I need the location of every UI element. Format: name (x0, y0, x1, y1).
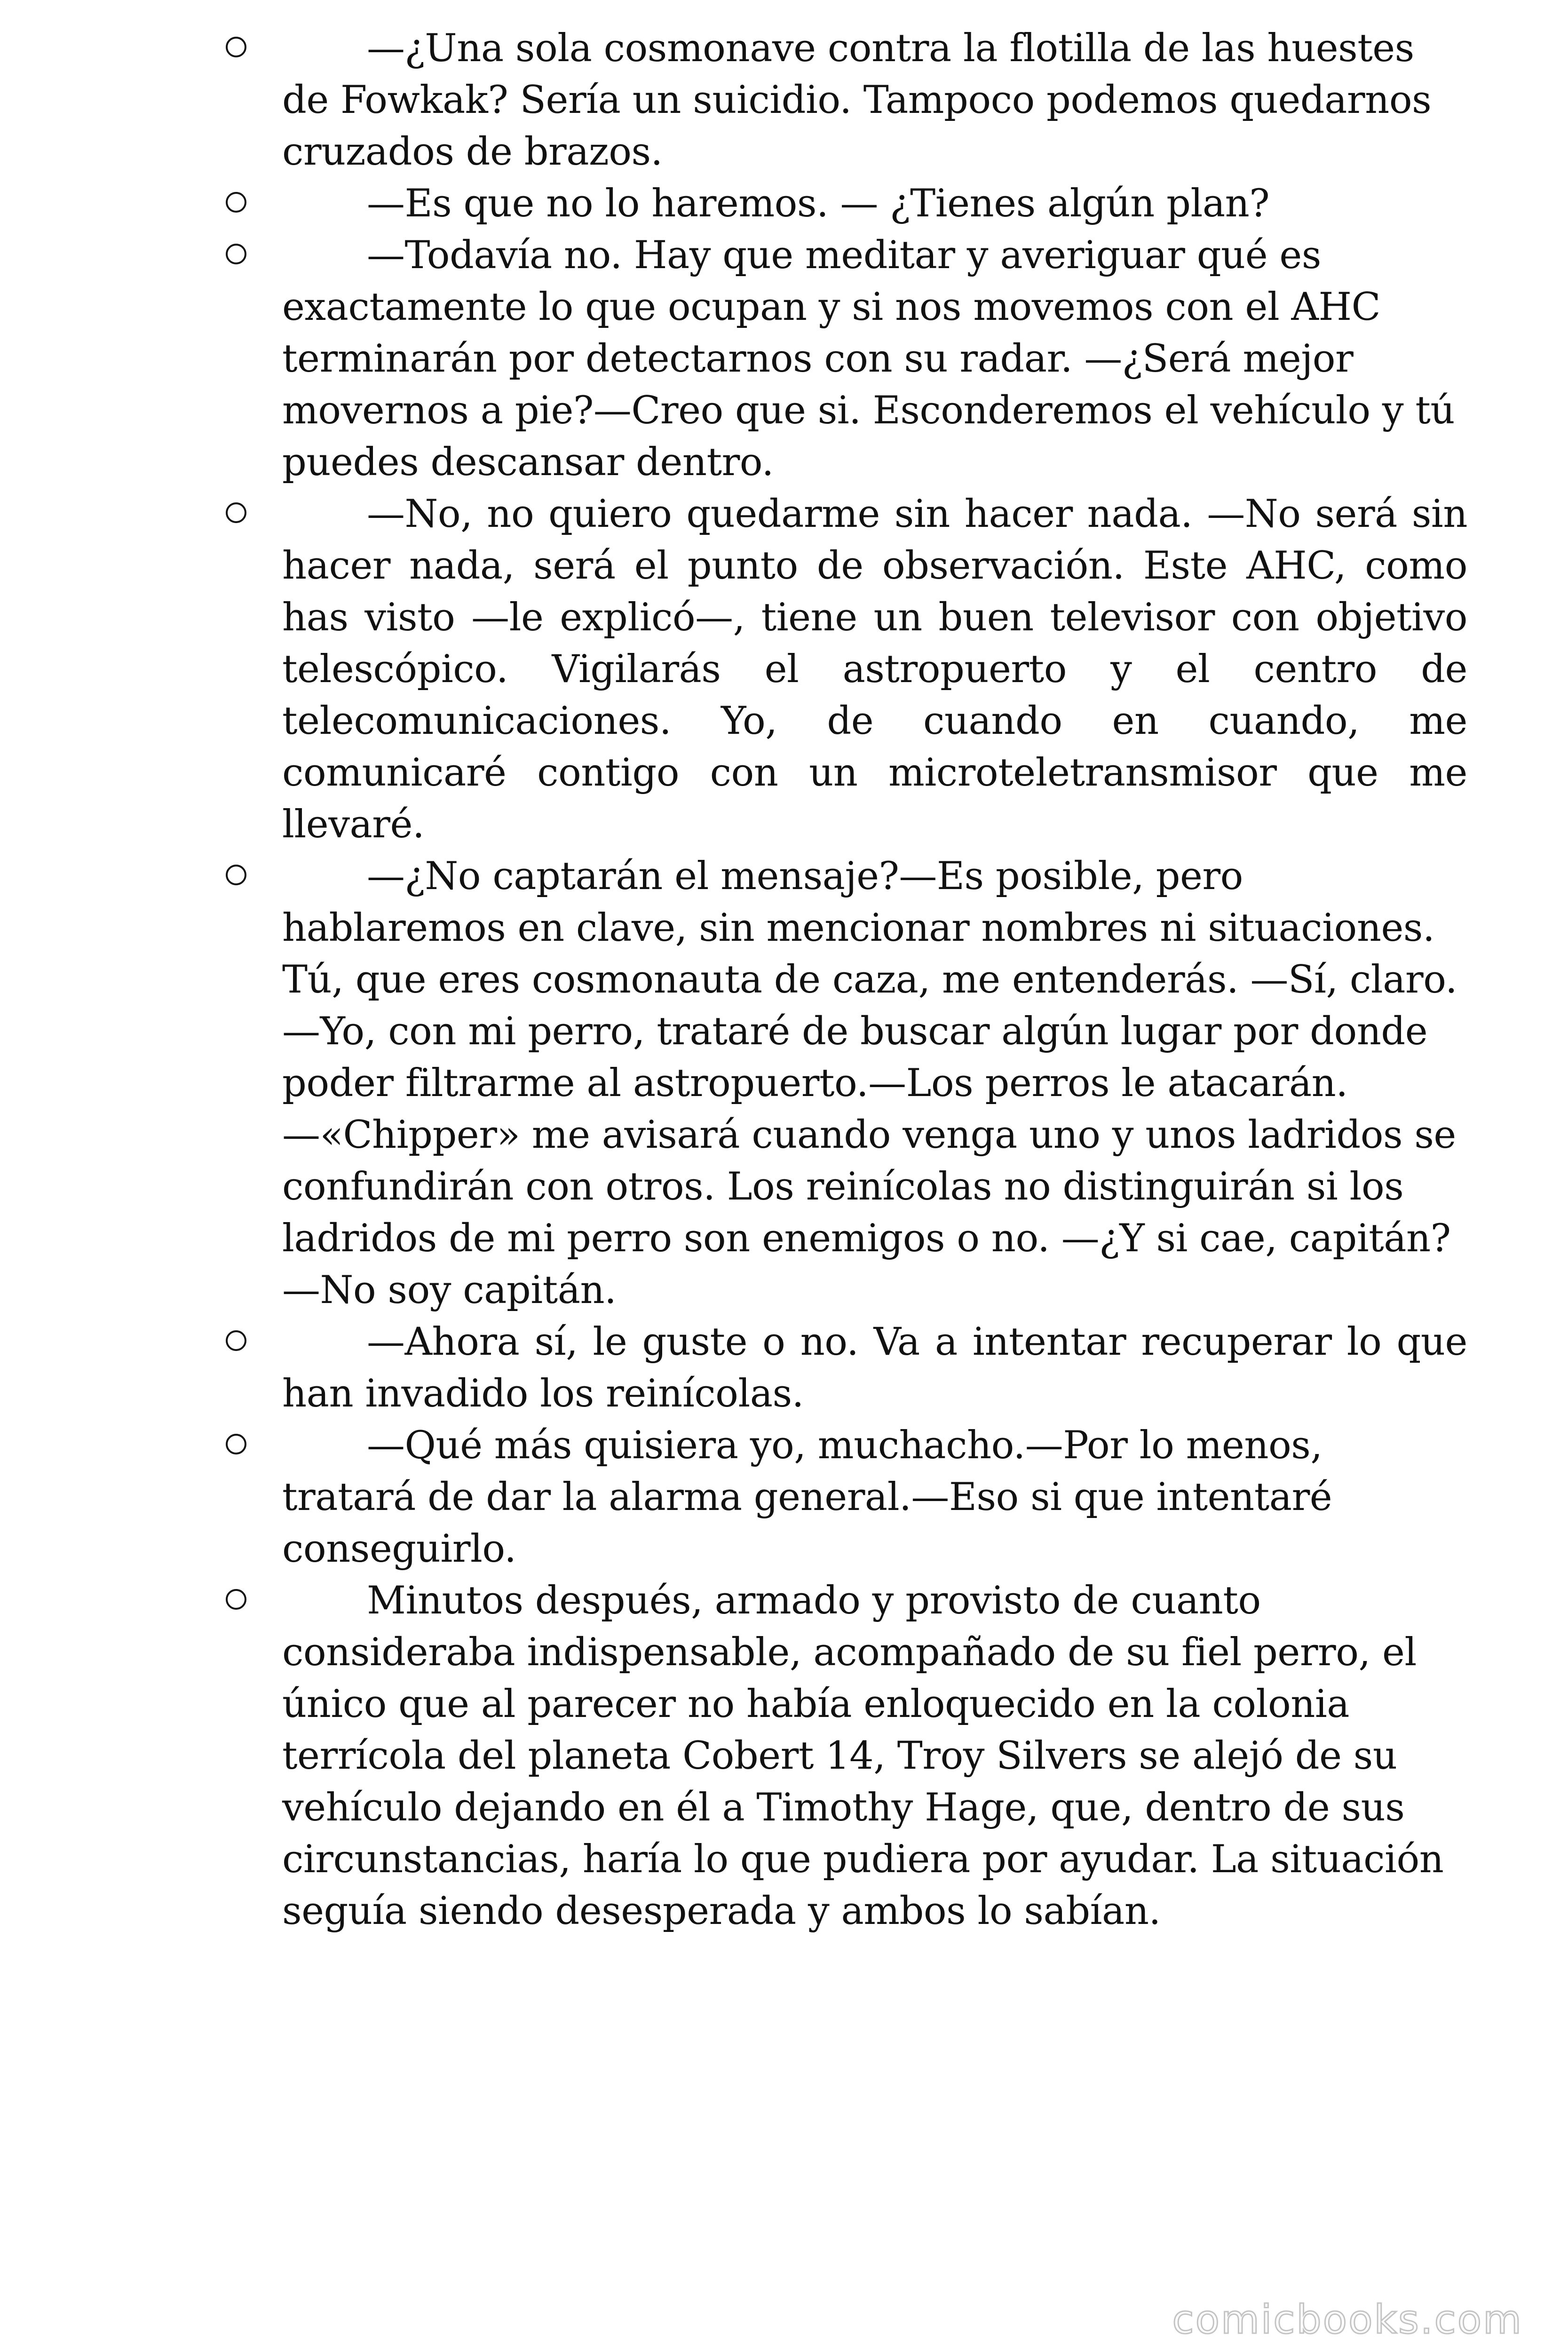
watermark: comicbooks.com (1172, 2296, 1523, 2343)
paragraph-3 (282, 230, 1467, 488)
circle-bullet-icon (226, 244, 246, 264)
paragraph-1 (282, 23, 1467, 178)
paragraph-text: —No, no quiero quedarme sin hacer nada. —No será sin hacer nada, será el punto de observación. Este AHC, como has visto —le explicó—, tiene un buen televisor con objetivo telescópico. Vigilarás el astropuerto y el centro de telecomunicaciones. Yo, de cuando en cuando, me comunicaré contigo con un microteletransmisor que me llevaré. (282, 492, 1467, 847)
circle-bullet-icon (226, 1434, 246, 1454)
paragraph-text: —Es que no lo haremos. — ¿Tienes algún plan? (367, 182, 1270, 226)
circle-bullet-icon (226, 502, 246, 523)
paragraph-text: —Ahora sí, le guste o no. Va a intentar recuperar lo que han invadido los reinícolas. (282, 1320, 1467, 1416)
paragraph-5 (282, 850, 1467, 1316)
circle-bullet-icon (226, 37, 246, 57)
circle-bullet-icon (226, 865, 246, 885)
paragraph-text: —Qué más quisiera yo, muchacho.—Por lo menos, tratará de dar la alarma general.—Eso si que intentaré conseguirlo. (282, 1423, 1332, 1571)
paragraph-2 (282, 178, 1467, 230)
paragraph-6 (282, 1316, 1467, 1420)
paragraph-4 (282, 488, 1467, 850)
circle-bullet-icon (226, 1589, 246, 1610)
circle-bullet-icon (226, 192, 246, 213)
paragraph-7 (282, 1420, 1467, 1575)
paragraph-text: Minutos después, armado y provisto de cuanto consideraba indispensable, acompañado de su fiel perro, el único que al parecer no había enloquecido en la colonia terrícola del planeta Cobert 14, Troy Silvers se alejó de su vehículo dejando en él a Timothy Hage, que, dentro de sus circunstancias, haría lo que pudiera por ayudar. La situación seguía siendo desesperada y ambos lo sabían. (282, 1579, 1444, 1933)
paragraph-text: —¿Una sola cosmonave contra la flotilla de las huestes de Fowkak? Sería un suicidio. Tampoco podemos quedarnos cruzados de brazos. (282, 26, 1432, 174)
paragraph-list (282, 23, 1467, 1937)
paragraph-8 (282, 1575, 1467, 1937)
paragraph-text: —Todavía no. Hay que meditar y averiguar qué es exactamente lo que ocupan y si nos movemos con el AHC terminarán por detectarnos con su radar. —¿Será mejor movernos a pie?—Creo que si. Esconderemos el vehículo y tú puedes descansar dentro. (282, 233, 1455, 485)
paragraph-text: —¿No captarán el mensaje?—Es posible, pero hablaremos en clave, sin mencionar nombres ni situaciones. Tú, que eres cosmonauta de caza, me entenderás. —Sí, claro.—Yo, con mi perro, trataré de buscar algún lugar por donde poder filtrarme al astropuerto.—Los perros le atacarán.—«Chipper» me avisará cuando venga uno y unos ladridos se confundirán con otros. Los reinícolas no distinguirán si los ladridos de mi perro son enemigos o no. —¿Y si cae, capitán? —No soy capitán. (282, 854, 1457, 1312)
circle-bullet-icon (226, 1330, 246, 1351)
